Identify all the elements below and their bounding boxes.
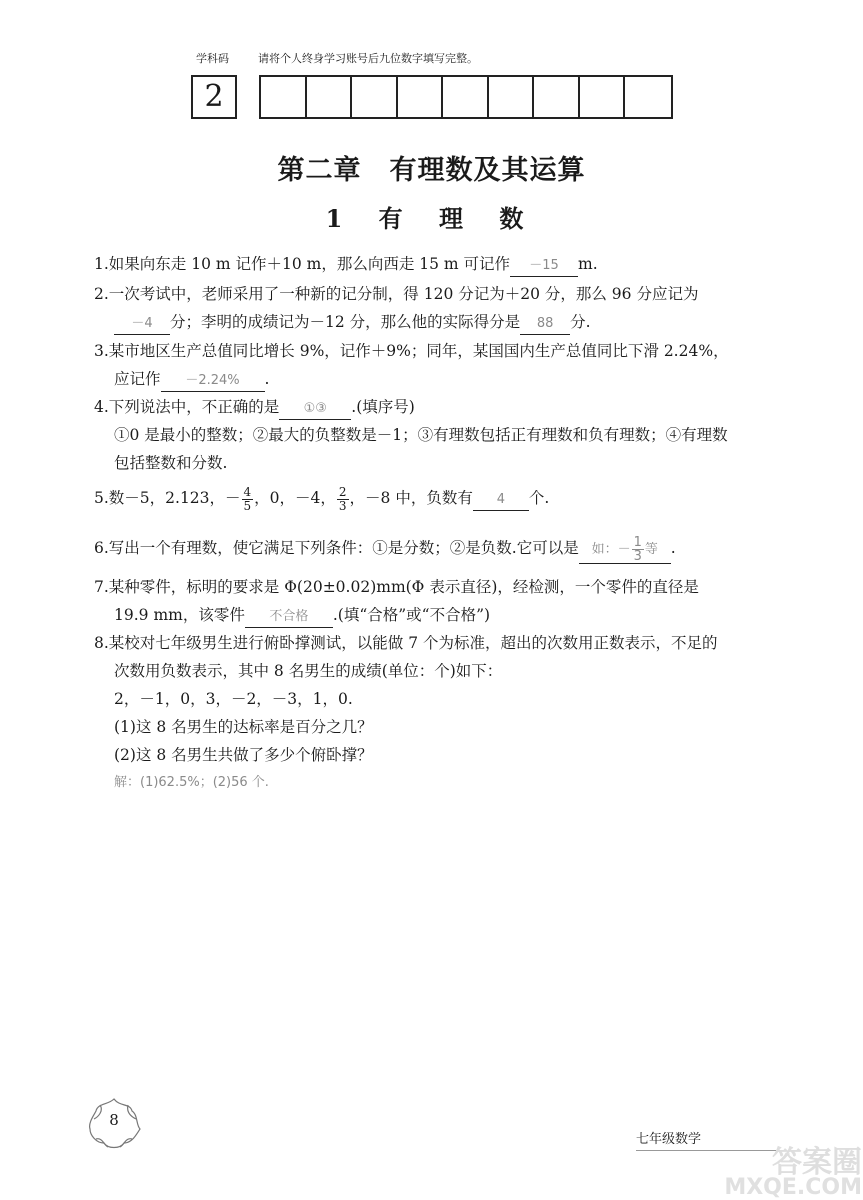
answer-blank: 不合格 xyxy=(245,607,333,628)
score-data: 2，－1，0，3，－2，－3，1，0. xyxy=(114,690,353,708)
answer-blank: －4 xyxy=(114,314,170,335)
subject-code-label: 学科码 xyxy=(196,52,229,65)
answer-blank: －15 xyxy=(510,256,578,277)
answer-blank: ①③ xyxy=(279,399,351,420)
id-digit-box xyxy=(534,77,580,117)
handwritten-answer: 解：(1)62.5%；(2)56 个. xyxy=(114,775,269,790)
id-instruction: 请将个人终身学习账号后九位数字填写完整。 xyxy=(258,52,478,65)
question-8: 8.某校对七年级男生进行俯卧撑测试，以能做 7 个为标准，超出的次数用正数表示，不足的 次数用负数表示，其中 8 名男生的成绩(单位：个)如下： 2，－1，0，3，－2，－3，1，0. (1)这 8 名男生的达标率是百分之几？ (2)这 8 名男生共做了多少个俯卧撑？ 解：(1)62.5%；(2)56 个. xyxy=(94,629,784,797)
question-7: 7.某种零件，标明的要求是 Φ(20±0.02)mm(Φ 表示直径)，经检测，一个零件的直径是 19.9 mm，该零件 不合格 .(填“合格”或“不合格”) xyxy=(94,573,784,629)
answer-blank: 88 xyxy=(520,314,570,335)
watermark-logo: 答案圈 xyxy=(772,1145,862,1180)
id-digit-box xyxy=(261,77,307,117)
page-number: 8 xyxy=(109,1111,119,1129)
question-6: 6.写出一个有理数，使它满足下列条件：①是分数；②是负数.它可以是 如：－ $\frac{1}{3}$ 等 . xyxy=(94,535,676,564)
question-2: 2.一次考试中，老师采用了一种新的记分制，得 120 分记为＋20 分，那么 96 分应记为 －4 分；李明的成绩记为－12 分，那么他的实际得分是 88 分. xyxy=(94,280,784,336)
question-1: 1.如果向东走 10 m 记作＋10 m，那么向西走 15 m 可记作 －15 m. xyxy=(94,250,784,278)
id-digit-box xyxy=(398,77,444,117)
id-digit-box xyxy=(580,77,626,117)
id-digit-box xyxy=(625,77,671,117)
fraction: $\frac{1}{3}$ xyxy=(633,535,642,564)
id-digit-box xyxy=(352,77,398,117)
page-number-badge xyxy=(86,1095,142,1151)
question-5: 5.数－5，2.123，－ $\frac{4}{5}$ ，0，－4， $\frac{2}{3}$ ，－8 中，负数有 4 个. xyxy=(94,484,550,513)
question-3: 3.某市地区生产总值同比增长 9%，记作＋9%；同年，某国国内生产总值同比下滑 2.24%， 应记作 －2.24% . xyxy=(94,337,784,393)
subject-code-box: 2 xyxy=(191,75,237,119)
section-title: 1 有 理 数 xyxy=(325,204,538,233)
answer-blank: －2.24% xyxy=(161,371,265,392)
chapter-title: 第二章 有理数及其运算 xyxy=(277,155,586,186)
id-digit-box xyxy=(443,77,489,117)
id-digit-box xyxy=(307,77,353,117)
watermark-domain: MXQE.COM xyxy=(724,1175,862,1200)
grade-subject-label: 七年级数学 xyxy=(636,1132,702,1147)
id-number-boxes xyxy=(259,75,673,119)
fraction: $\frac{4}{5}$ xyxy=(243,484,252,513)
answer-blank: 如：－ $\frac{1}{3}$ 等 xyxy=(579,536,671,564)
fraction: $\frac{2}{3}$ xyxy=(338,484,347,513)
question-4: 4.下列说法中，不正确的是 ①③ .(填序号) ①0 是最小的整数；②最大的负整数是－1；③有理数包括正有理数和负有理数；④有理数 包括整数和分数. xyxy=(94,398,728,472)
id-digit-box xyxy=(489,77,535,117)
answer-blank: 4 xyxy=(473,490,529,511)
